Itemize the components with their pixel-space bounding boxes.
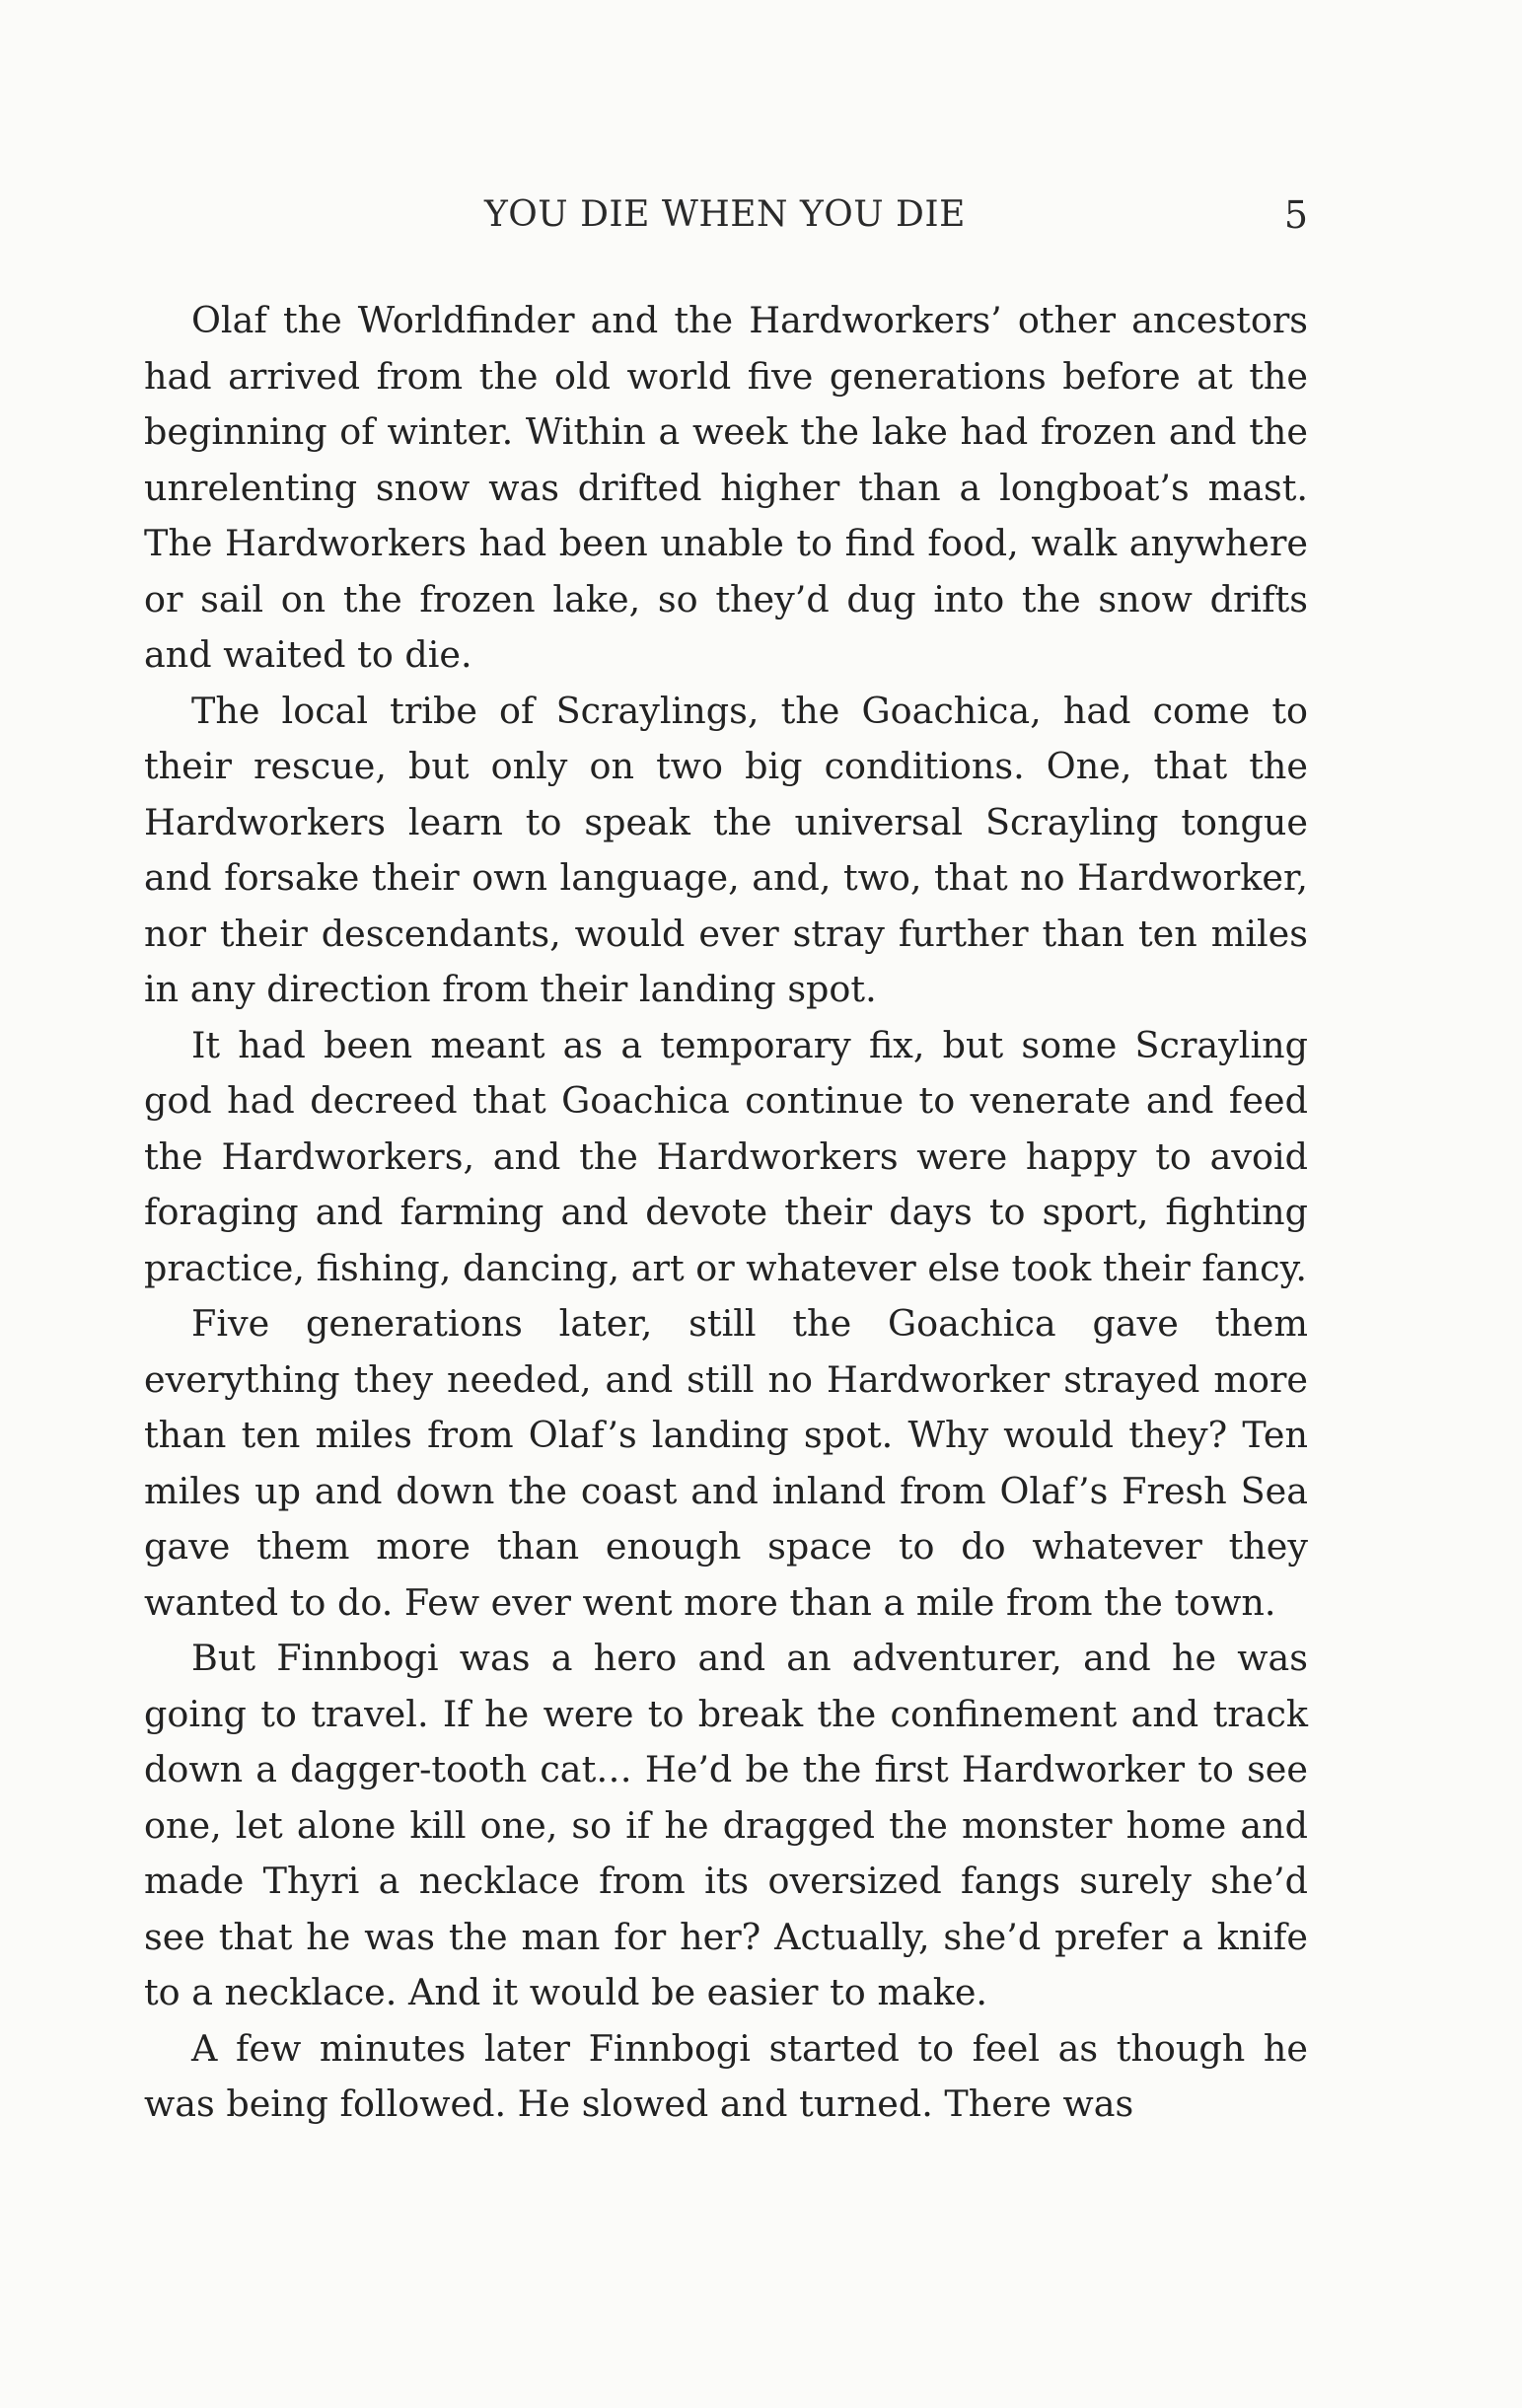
paragraph: It had been meant as a temporary fix, but some Scrayling god had decreed that Goachica continue to venerate and feed the Hardworkers, and the Hardworkers were happy to avoid foraging and farming and devote their days to sport, fighting practice, fishing, dancing, art or whatever else took their fancy. (144, 1023, 1308, 1289)
page-number: 5 (1283, 193, 1308, 237)
running-title: YOU DIE WHEN YOU DIE (484, 194, 966, 235)
paragraph: Olaf the Worldfinder and the Hardworkers’ other ancestors had arrived from the old world five generations before at the beginning of winter. Within a week the lake had frozen and the unrelenting snow was drifted higher than a longboat’s mast. The Hardworkers had been unable to find food, walk anywhere or sail on the frozen lake, so they’d dug into the snow drifts and waited to die. (144, 299, 1308, 676)
paragraph: A few minutes later Finnbogi started to feel as though he was being followed. He slowed and turned. There was (144, 2026, 1308, 2125)
paragraph: The local tribe of Scraylings, the Goachica, had come to their rescue, but only on two big conditions. One, that the Hardworkers learn to speak the universal Scrayling tongue and forsake their own language, and, two, that no Hardworker, nor their descendants, would ever stray further than ten miles in any direction from their landing spot. (144, 689, 1308, 1010)
paragraph: But Finnbogi was a hero and an adventurer, and he was going to travel. If he were to break the confinement and track down a dagger-tooth cat… He’d be the first Hardworker to see one, let alone kill one, so if he dragged the monster home and made Thyri a necklace from its oversized fangs surely she’d see that he was the man for her? Actually, she’d prefer a knife to a necklace. And it would be easier to make. (144, 1637, 1308, 2013)
body-text (144, 293, 1308, 2133)
running-head (144, 185, 1308, 245)
paragraph: Five generations later, still the Goachica gave them everything they needed, and still no Hardworker strayed more than ten miles from Olaf’s landing spot. Why would they? Ten miles up and down the coast and inland from Olaf’s Fresh Sea gave them more than enough space to do whatever they wanted to do. Few ever went more than a mile from the town. (144, 1302, 1308, 1624)
